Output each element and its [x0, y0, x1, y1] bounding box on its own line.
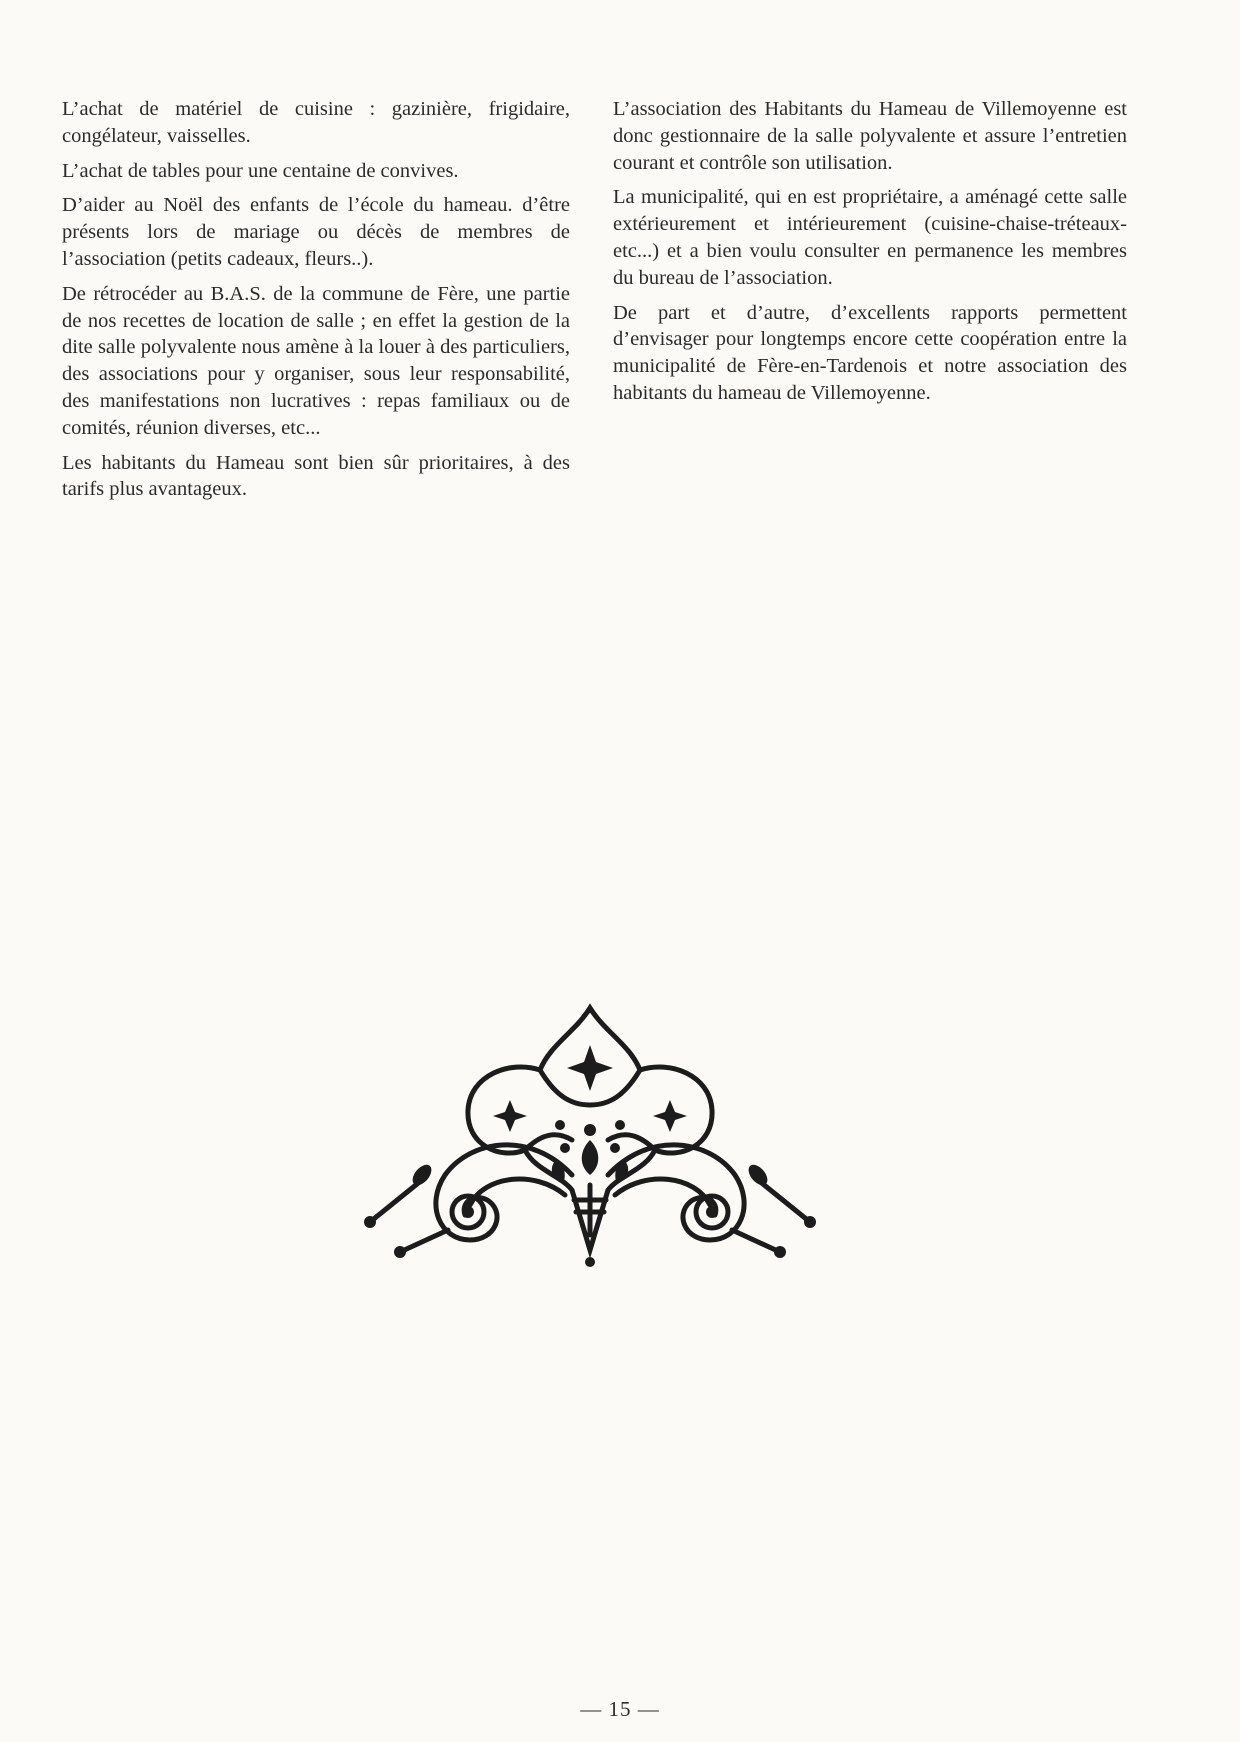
right-text-column [613, 96, 1127, 415]
page-number: — 15 — [580, 1697, 660, 1721]
paragraph-christmas-events: D’aider au Noël des enfants de l’école du hameau. d’être présents lors de mariage ou décès de membres de l’association (petits cadeaux, fleurs..). [62, 194, 570, 270]
fleuron-ornament-icon [360, 1000, 820, 1300]
paragraph-resident-priority: Les habitants du Hameau sont bien sûr prioritaires, à des tarifs plus avantageux. [62, 451, 570, 501]
paragraph-cooperation: De part et d’autre, d’excellents rapports permettent d’envisager pour longtemps encore cette coopération entre la municipalité de Fère-en-Tardenois et notre association des habitants du hameau de Villemoyenne. [613, 301, 1127, 404]
paragraph-kitchen-equipment: L’achat de matériel de cuisine : gazinière, frigidaire, congélateur, vaisselles. [62, 98, 570, 147]
left-text-column [62, 96, 570, 511]
paragraph-tables: L’achat de tables pour une centaine de convives. [62, 159, 459, 182]
paragraph-hall-rental: De rétrocéder au B.A.S. de la commune de Fère, une partie de nos recettes de location de salle ; en effet la gestion de la dite salle polyvalente nous amène à la louer à des particuliers, des associations pour y organiser, sous leur responsabilité, des manifestations non lucratives : repas familiaux ou de comités, réunion diverses, etc... [62, 282, 570, 439]
paragraph-association-manager: L’association des Habitants du Hameau de Villemoyenne est donc gestionnaire de la salle polyvalente et assure l’entretien courant et contrôle son utilisation. [613, 98, 1127, 174]
paragraph-municipality: La municipalité, qui en est propriétaire, a aménagé cette salle extérieurement et intérieurement (cuisine-chaise-tréteaux-etc...) et a bien voulu consulter en permanence les membres du bureau de l’association. [613, 186, 1127, 289]
